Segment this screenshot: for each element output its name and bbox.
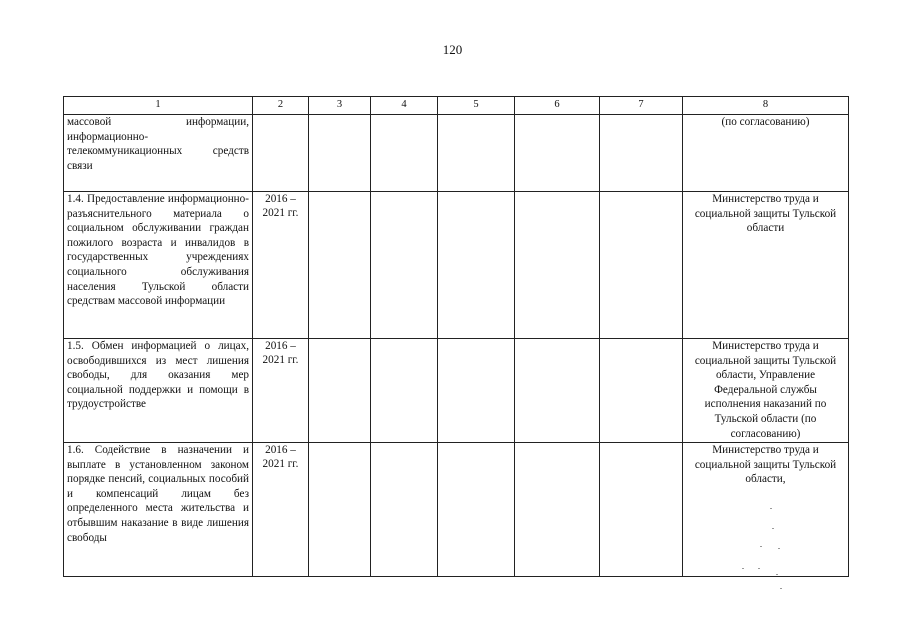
empty-cell <box>600 443 683 577</box>
empty-cell <box>515 115 600 192</box>
page-number: 120 <box>442 42 463 57</box>
period-cell: 2016 – 2021 гг. <box>253 339 309 443</box>
empty-cell <box>371 192 438 339</box>
empty-cell <box>438 443 515 577</box>
header-cell-1: 1 <box>64 97 253 115</box>
empty-cell <box>600 115 683 192</box>
executor-cell: (по согласованию) <box>683 115 849 192</box>
empty-cell <box>515 339 600 443</box>
table-row <box>64 339 849 443</box>
empty-cell <box>309 443 371 577</box>
period-cell <box>253 115 309 192</box>
empty-cell <box>515 192 600 339</box>
empty-cell <box>438 115 515 192</box>
empty-cell <box>309 339 371 443</box>
table-row <box>64 192 849 339</box>
table-row <box>64 115 849 192</box>
period-cell: 2016 – 2021 гг. <box>253 443 309 577</box>
executor-cell: Министерство труда и социальной защиты Тульской области <box>683 192 849 339</box>
empty-cell <box>438 339 515 443</box>
executor-cell: Министерство труда и социальной защиты Тульской области, Управление Федеральной службы исполнения наказаний по Тульской области (по согласованию) <box>683 339 849 443</box>
header-cell-3: 3 <box>309 97 371 115</box>
executor-cell: Министерство труда и социальной защиты Тульской области, <box>683 443 849 577</box>
header-row <box>64 97 849 115</box>
header-cell-8: 8 <box>683 97 849 115</box>
header-cell-5: 5 <box>438 97 515 115</box>
empty-cell <box>600 339 683 443</box>
empty-cell <box>371 443 438 577</box>
measures-table <box>63 96 849 577</box>
measure-cell: 1.5. Обмен информацией о лицах, освободившихся из мест лишения свободы, для оказания мер социальной поддержки и помощи в трудоустройстве <box>64 339 253 443</box>
empty-cell <box>438 192 515 339</box>
header-cell-2: 2 <box>253 97 309 115</box>
period-cell: 2016 – 2021 гг. <box>253 192 309 339</box>
header-cell-4: 4 <box>371 97 438 115</box>
empty-cell <box>309 192 371 339</box>
table-row <box>64 443 849 577</box>
empty-cell <box>600 192 683 339</box>
header-cell-6: 6 <box>515 97 600 115</box>
measure-cell: 1.4. Предоставление информационно-разъяснительного материала о социальном обслуживании граждан пожилого возраста и инвалидов в государственных учреждениях социального обслуживания населения Тульской области средствам массовой информации <box>64 192 253 339</box>
measure-cell: массовой информации, информационно-телекоммуникационных средств связи <box>64 115 253 192</box>
empty-cell <box>515 443 600 577</box>
empty-cell <box>309 115 371 192</box>
measure-cell: 1.6. Содействие в назначении и выплате в установленном законом порядке пенсий, социальных пособий и компенсаций лицам без определенного места жительства и отбывшим наказание в виде лишения свободы <box>64 443 253 577</box>
header-cell-7: 7 <box>600 97 683 115</box>
empty-cell <box>371 339 438 443</box>
empty-cell <box>371 115 438 192</box>
